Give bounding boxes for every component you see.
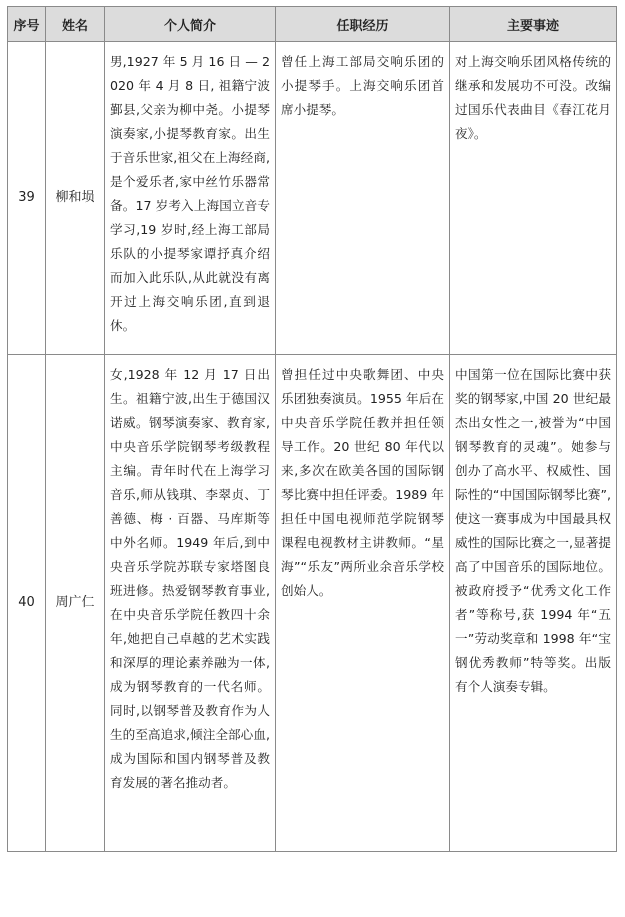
header-row	[8, 7, 617, 42]
row-number: 39	[8, 42, 46, 355]
table-row	[8, 42, 617, 355]
header-positions: 任职经历	[276, 7, 450, 42]
header-number: 序号	[8, 7, 46, 42]
row-positions: 曾担任过中央歌舞团、中央乐团独奏演员。1955 年后在中央音乐学院任教并担任领导工作。20 世纪 80 年代以来,多次在欧美各国的国际钢琴比赛中担任评委。1989 年担任中国电视师范学院钢琴课程电视教材主讲教师。“星海”“乐友”两所业余音乐学校创始人。	[276, 355, 450, 852]
row-name: 柳和埙	[46, 42, 105, 355]
table-header	[8, 7, 617, 42]
row-bio: 女,1928 年 12 月 17 日出生。祖籍宁波,出生于德国汉诺威。钢琴演奏家、教育家,中央音乐学院钢琴考级教程主编。青年时代在上海学习音乐,师从钱琪、李翠贞、丁善德、梅 · 百器、马库斯等中外名师。1949 年后,到中央音乐学院苏联专家塔图良班进修。热爱钢琴教育事业,在中央音乐学院任教四十余年,她把自己卓越的艺术实践和深厚的理论素养融为一体,成为钢琴教育的一代名师。同时,以钢琴普及教育作为人生的至高追求,倾注全部心血,成为国际和国内钢琴普及教育发展的著名推动者。	[105, 355, 276, 852]
row-bio: 男,1927 年 5 月 16 日 — 2020 年 4 月 8 日, 祖籍宁波鄞县,父亲为柳中尧。小提琴演奏家,小提琴教育家。出生于音乐世家,祖父在上海经商,是个爱乐者,家中丝竹乐器常备。17 岁考入上海国立音专学习,19 岁时,经上海工部局乐队的小提琴家谭抒真介绍而加入此乐队,从此就没有离开过上海交响乐团,直到退休。	[105, 42, 276, 355]
header-bio: 个人简介	[105, 7, 276, 42]
row-achievements: 对上海交响乐团风格传统的继承和发展功不可没。改编过国乐代表曲目《春江花月夜》。	[450, 42, 617, 355]
table-row	[8, 355, 617, 852]
biography-table	[7, 6, 617, 852]
row-name: 周广仁	[46, 355, 105, 852]
table-body	[8, 42, 617, 852]
row-achievements: 中国第一位在国际比赛中获奖的钢琴家,中国 20 世纪最杰出女性之一,被誉为“中国钢琴教育的灵魂”。她参与创办了高水平、权威性、国际性的“中国国际钢琴比赛”,使这一赛事成为中国最具权威性的国际比赛之一,显著提高了中国音乐的国际地位。被政府授予“优秀文化工作者”等称号,获 1994 年“五一”劳动奖章和 1998 年“宝钢优秀教师”特等奖。出版有个人演奏专辑。	[450, 355, 617, 852]
row-positions: 曾任上海工部局交响乐团的小提琴手。上海交响乐团首席小提琴。	[276, 42, 450, 355]
header-name: 姓名	[46, 7, 105, 42]
header-achievements: 主要事迹	[450, 7, 617, 42]
row-number: 40	[8, 355, 46, 852]
